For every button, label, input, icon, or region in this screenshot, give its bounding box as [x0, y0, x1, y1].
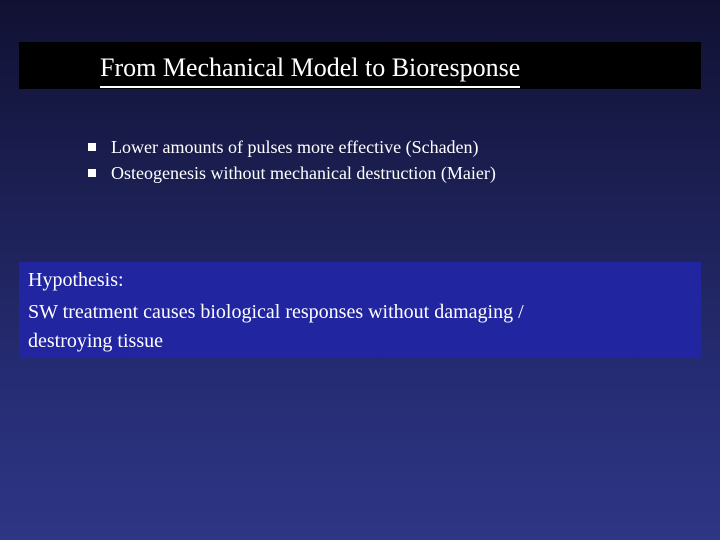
square-bullet-icon — [88, 169, 96, 177]
slide-title: From Mechanical Model to Bioresponse — [100, 50, 520, 88]
bullet-list — [88, 134, 496, 186]
hypothesis-heading: Hypothesis: — [28, 269, 124, 291]
bullet-item — [88, 160, 496, 186]
bullet-text: Osteogenesis without mechanical destruction (Maier) — [111, 163, 496, 183]
bullet-item — [88, 134, 496, 160]
hypothesis-text-line: destroying tissue — [28, 330, 163, 352]
bullet-text: Lower amounts of pulses more effective (Schaden) — [111, 137, 479, 157]
hypothesis-text-line: SW treatment causes biological responses without damaging / — [28, 301, 524, 323]
square-bullet-icon — [88, 143, 96, 151]
